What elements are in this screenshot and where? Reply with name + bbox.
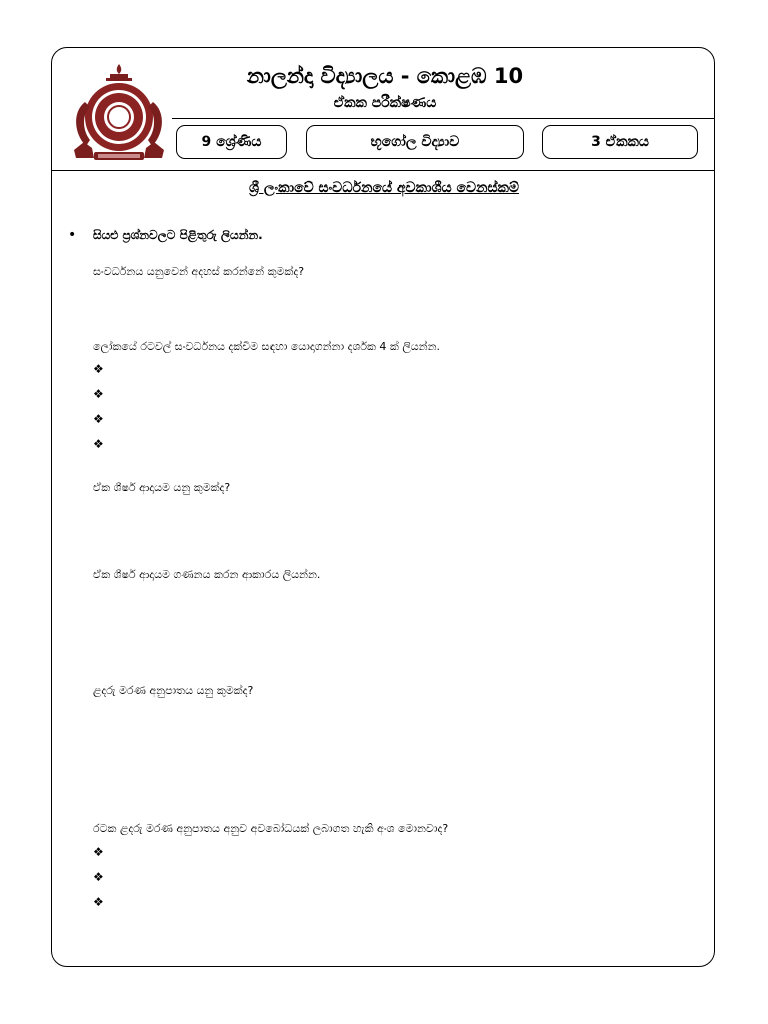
answer-diamond-icon: ❖ (93, 895, 104, 909)
question-3: ඒක ශීර්ෂ ආදායම යනු කුමක්ද? (93, 481, 231, 494)
instruction-text: සියළු ප්‍රශ්නවලට පිළිතුරු ලියන්න. (93, 228, 263, 242)
question-4: ඒක ශීර්ෂ ආදායම ගණනය කරන ආකාරය ලියන්න. (93, 568, 321, 581)
answer-diamond-icon: ❖ (93, 870, 104, 884)
answer-diamond-icon: ❖ (93, 362, 104, 376)
answer-diamond-icon: ❖ (93, 437, 104, 451)
question-6: රටක ළදරු මරණ අනුපාතය අනුව අවබෝධයක් ලබාගත හැකි අංශ මොනවාද? (93, 822, 449, 835)
school-crest-logo (70, 62, 168, 166)
question-2: ලෝකයේ රටවල් සංවර්ධනය දක්වීම සඳහා යොදාගන්නා දර්ශක 4 ක් ලියන්න. (93, 340, 441, 353)
school-name: නාලන්දා විද්‍යාලය - කොළඹ 10 (246, 64, 524, 88)
answer-diamond-icon: ❖ (93, 412, 104, 426)
question-5: ළදරු මරණ අනුපාතය යනු කුමක්ද? (93, 684, 254, 697)
answer-diamond-icon: ❖ (93, 387, 104, 401)
subject-box: භූගෝල විද්‍යාව (306, 125, 524, 159)
unit-title: ශ්‍රී ලංකාවේ සංවර්ධනයේ අවකාශීය වෙනස්කම් (248, 180, 519, 196)
header-divider (172, 118, 714, 119)
bullet-icon: • (68, 227, 77, 243)
question-1: සංවර්ධනය යනුවෙන් අදහස් කරන්නේ කුමක්ද? (93, 265, 305, 278)
unit-box: 3 ඒකකය (542, 125, 698, 159)
answer-diamond-icon: ❖ (93, 845, 104, 859)
exam-type: ඒකක පරීක්ෂණය (333, 95, 437, 111)
grade-box: 9 ශ්‍රේණිය (176, 125, 287, 159)
header-bottom-divider (52, 170, 714, 171)
